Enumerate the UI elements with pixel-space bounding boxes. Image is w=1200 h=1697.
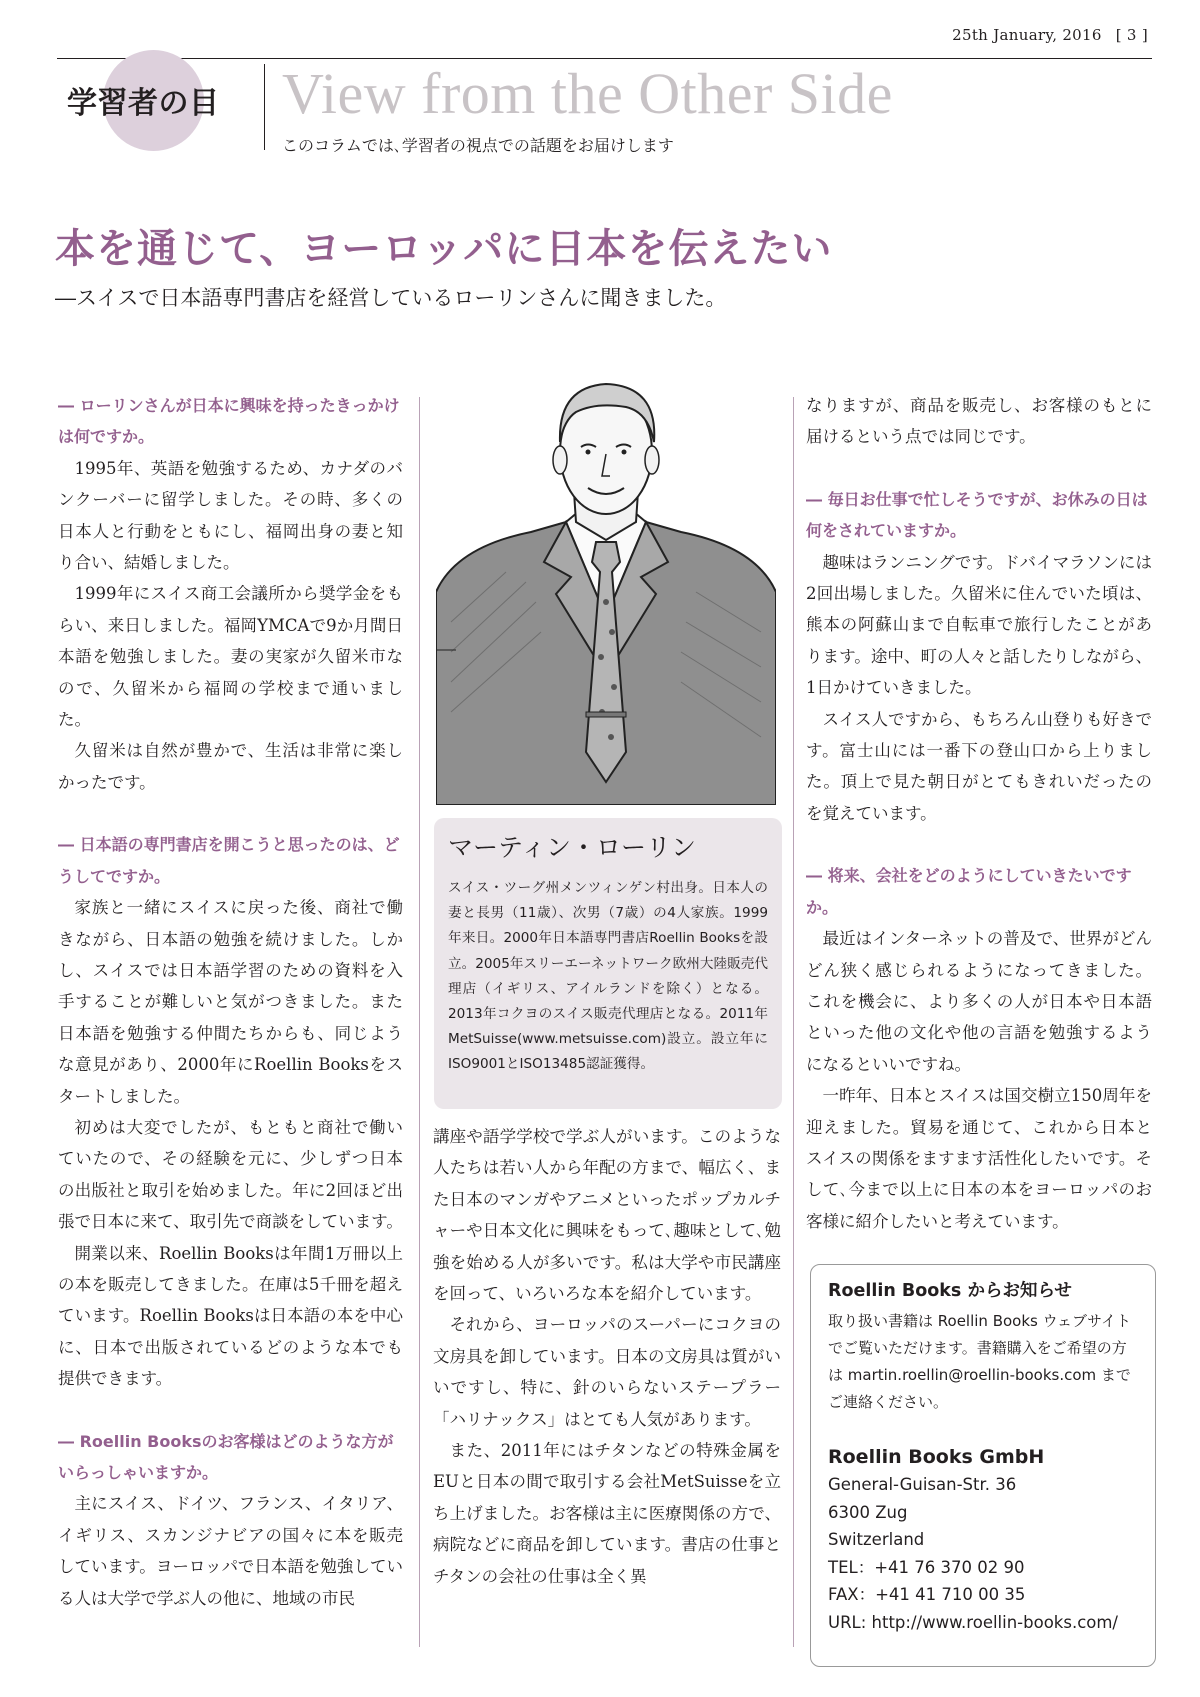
page-number: [ 3 ] (1115, 26, 1148, 44)
page-header-date (952, 26, 1148, 44)
column-separator-left (419, 397, 420, 1647)
address-line: Switzerland (828, 1530, 925, 1550)
interview-question: ― ローリンさんが日本に興味を持ったきっかけは何ですか。 (58, 396, 400, 447)
portrait-illustration (436, 372, 776, 805)
interview-answer-paragraph: 主にスイス、ドイツ、フランス、イタリア、イギリス、スカンジナビアの国々に本を販売しています。ヨーロッパで日本語を勉強している人は大学で学ぶ人の他に、地域の市民 (58, 1494, 403, 1608)
article-subheadline: ―スイスで日本語専門書店を経営しているローリンさんに聞きました。 (55, 286, 727, 310)
interview-answer-paragraph: それから、ヨーロッパのスーパーにコクヨの文房具を卸しています。日本の文房具は質がいいですし、特に、針のいらないステープラー「ハリナックス」はとても人気があります。 (433, 1315, 781, 1429)
article-column-middle (433, 1121, 781, 1592)
company-name: Roellin Books GmbH (828, 1446, 1045, 1468)
interview-answer-paragraph: 家族と一緒にスイスに戻った後、商社で働きながら、日本語の勉強を続けました。しかし、スイスでは日本語学習のための資料を入手することが難しいと気がつきました。また日本語を勉強する仲間たちからも、同じような意見があり、2000年にRoellin Booksをスタートしました。 (58, 898, 403, 1106)
interview-answer-paragraph: 久留米は自然が豊かで、生活は非常に楽しかったです。 (58, 741, 403, 792)
interview-answer-paragraph: 1999年にスイス商工会議所から奨学金をもらい、来日しました。福岡YMCAで9か月間日本語を勉強しました。妻の実家が久留米市なので、久留米から福岡の学校まで通いました。 (58, 584, 403, 730)
column-separator-right (793, 397, 794, 1647)
website-url[interactable]: URL: http://www.roellin-books.com/ (828, 1612, 1118, 1632)
interview-answer-paragraph: 趣味はランニングです。ドバイマラソンには2回出場しました。久留米に住んでいた頃は、熊本の阿蘇山まで自転車で旅行したことがあります。途中、町の人々と話したりしながら、1日かけていきました。 (806, 552, 1152, 698)
interview-answer-paragraph: 一昨年、日本とスイスは国交樹立150周年を迎えました。貿易を通じて、これから日本とスイスの関係をますます活性化したいです。そして､今まで以上に日本の本をヨーロッパのお客様に紹介したいと考えています。 (806, 1086, 1152, 1231)
interview-answer-paragraph: 最近はインターネットの普及で、世界がどんどん狭く感じられるようになってきました。これを機会に、より多くの人が日本や日本語といった他の文化や他の言語を勉強するようになるといいですね。 (806, 929, 1152, 1074)
section-gap (58, 1395, 403, 1426)
interview-question: ― Roellin Booksのお客様はどのような方がいらっしゃいますか。 (58, 1431, 394, 1482)
profile-body: スイス・ツーグ州メンツィンゲン村出身。日本人の妻と長男（11歳）、次男（7歳）の4人家族。1999年来日。2000年日本語専門書店Roellin Booksを設立。2005年スリーエーネットワーク欧州大陸販売代理店（イギリス、アイルランドを除く）となる。2013年コクヨのスイス販売代理店となる。2011年MetSuisse(www.metsuisse.com)設立。設立年にISO9001とISO13485認証獲得。 (448, 880, 768, 1073)
article-headline: 本を通じて、ヨーロッパに日本を伝えたい (55, 226, 833, 272)
interview-answer-paragraph: また、2011年にはチタンなどの特殊金属をEUと日本の間で取引する会社MetSuisseを立ち上げました。お客様は主に医療関係の方で、病院などに商品を卸しています。書店の仕事とチタンの会社の仕事は全く異 (433, 1441, 781, 1586)
interview-answer-paragraph: 初めは大変でしたが、もともと商社で働いていたので、その経験を元に、少しずつ日本の出版社と取引を始めました。年に2回ほど出張で日本に来て、取引先で商談をしています。 (58, 1117, 403, 1232)
address-line: General-Guisan-Str. 36 (828, 1475, 1017, 1494)
section-gap (806, 829, 1152, 860)
article-column-right (806, 390, 1152, 1237)
column-subtitle: このコラムでは､学習者の視点での話題をお届けします (282, 136, 674, 155)
notice-body: 取り扱い書籍は Roellin Books ウェブサイトでご覧いただけます。書籍購入をご希望の方は martin.roellin@roellin-books.com までご連絡ください。 (828, 1312, 1131, 1411)
notice-title: Roellin Books からお知らせ (828, 1281, 1072, 1301)
issue-date: 25th January, 2016 (952, 26, 1102, 44)
column-tag: 学習者の目 (67, 86, 220, 121)
profile-name: マーティン・ローリン (448, 833, 697, 862)
notice-box (810, 1264, 1156, 1667)
header-rule (57, 58, 1152, 59)
profile-box (434, 818, 782, 1109)
interview-answer-paragraph: なりますが、商品を販売し、お客様のもとに届けるという点では同じです。 (806, 396, 1152, 447)
section-gap (58, 798, 403, 829)
interview-answer-paragraph: スイス人ですから、もちろん山登りも好きです。富士山には一番下の登山口から上りました。頂上で見た朝日がとてもきれいだったのを覚えています。 (806, 709, 1153, 823)
column-divider (264, 64, 265, 150)
interview-answer-paragraph: 開業以来、Roellin Booksは年間1万冊以上の本を販売してきました。在庫は5千冊を超えています。Roellin Booksは日本語の本を中心に、日本で出版されているどのような本でも提供できます。 (58, 1243, 403, 1389)
column-title: View from the Other Side (282, 61, 893, 126)
address-line: 6300 Zug (828, 1502, 908, 1522)
interview-question: ― 毎日お仕事で忙しそうですが、お休みの日は何をされていますか。 (806, 489, 1148, 541)
interview-question: ― 日本語の専門書店を開こうと思ったのは、どうしてですか。 (58, 835, 400, 886)
interview-question: ― 将来、会社をどのようにしていきたいですか。 (806, 866, 1132, 917)
interview-answer-paragraph: 1995年、英語を勉強するため、カナダのバンクーバーに留学しました。その時、多くの日本人と行動をともにし、福岡出身の妻と知り合い、結婚しました。 (58, 458, 403, 573)
phone-number: TEL：+41 76 370 02 90 (828, 1557, 1025, 1577)
article-column-left (58, 390, 403, 1614)
fax-number: FAX：+41 41 710 00 35 (828, 1585, 1026, 1605)
section-gap (806, 453, 1152, 484)
interview-answer-paragraph: 講座や語学学校で学ぶ人がいます。このような人たちは若い人から年配の方まで、幅広く、また日本のマンガやアニメといったポップカルチャーや日本文化に興味をもって､趣味として､勉強を始める人が多いです。私は大学や市民講座を回って、いろいろな本を紹介しています。 (433, 1127, 781, 1304)
